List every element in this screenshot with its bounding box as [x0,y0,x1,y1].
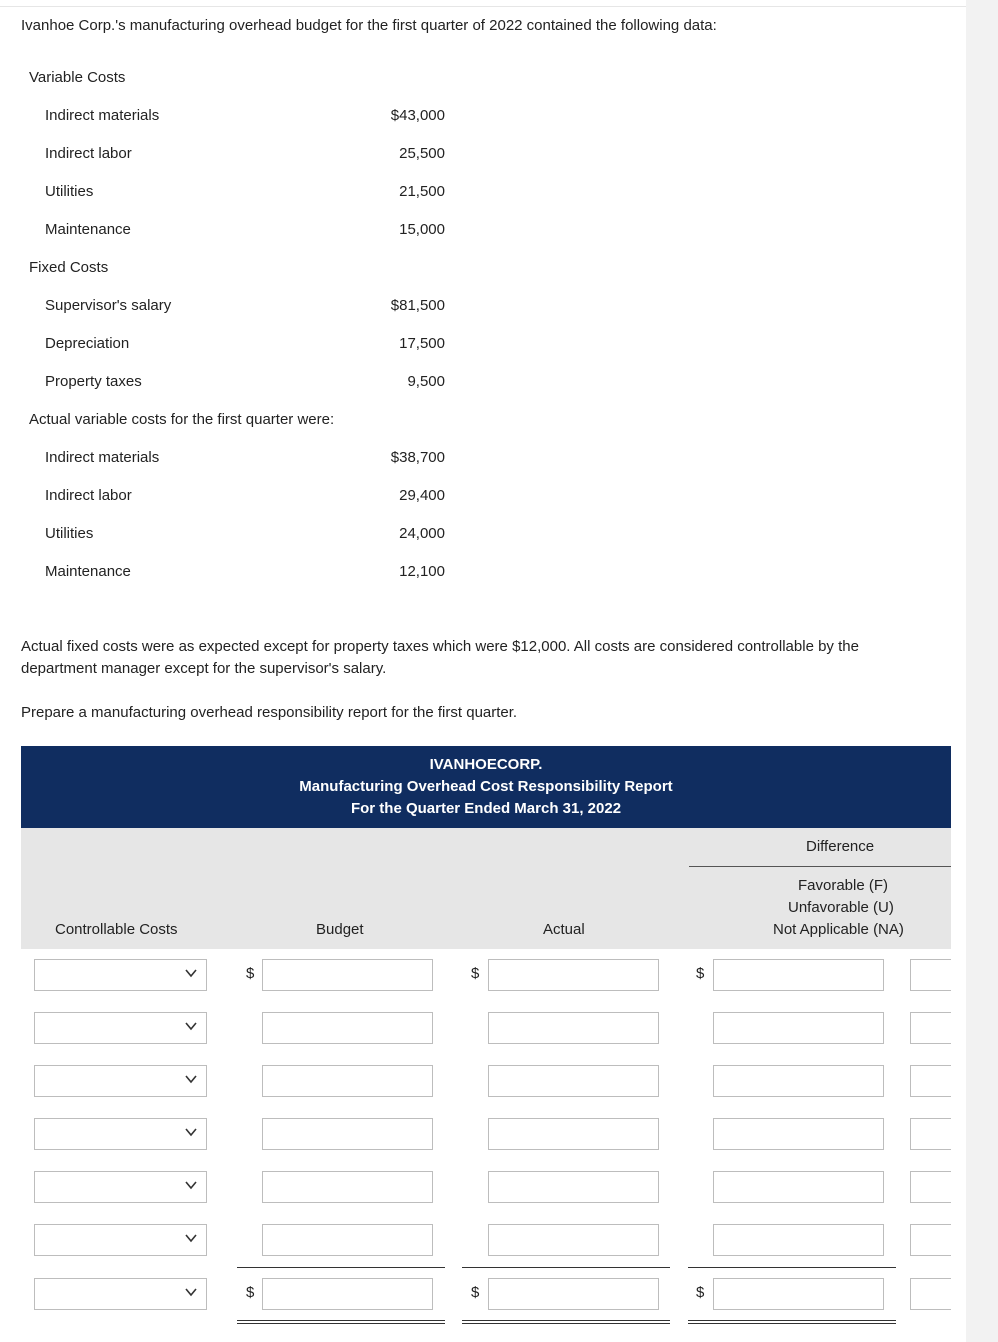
subtotal-rule [237,1267,445,1268]
controllable-cost-select[interactable] [34,1118,207,1150]
difference-input[interactable] [713,1171,884,1203]
budget-input[interactable] [262,1224,433,1256]
controllable-cost-select[interactable] [34,1171,207,1203]
fav-unfav-input[interactable] [910,1224,951,1256]
report-header [21,746,951,828]
chevron-down-icon [184,1285,198,1299]
controllable-cost-select[interactable] [34,1224,207,1256]
actual-item-amount: $38,700 [390,449,445,466]
actual-input[interactable] [488,1278,659,1310]
budget-item-label: Utilities [45,183,94,200]
fav-unfav-input[interactable] [910,1012,951,1044]
actual-item-amount: 29,400 [399,487,445,504]
budget-item-amount: 9,500 [407,373,445,390]
budget-item-amount: $43,000 [390,107,445,124]
difference-input[interactable] [713,1118,884,1150]
budget-item-label: Depreciation [45,335,130,352]
currency-symbol: $ [246,965,255,982]
subtotal-rule [462,1267,670,1268]
budget-input[interactable] [262,1171,433,1203]
fav-unfav-input[interactable] [910,959,951,991]
chevron-down-icon [184,1125,198,1139]
col-actual: Actual [543,921,585,938]
report-period: For the Quarter Ended March 31, 2022 [350,800,622,817]
instruction-text: Prepare a manufacturing overhead responsibility report for the first quarter. [21,704,518,721]
difference-input[interactable] [713,1224,884,1256]
fav-unfav-input[interactable] [910,1171,951,1203]
budget-item-label: Indirect materials [45,107,160,124]
total-double-rule [688,1323,896,1324]
budget-input[interactable] [262,1065,433,1097]
actual-input[interactable] [488,1171,659,1203]
actual-input[interactable] [488,1224,659,1256]
budget-input[interactable] [262,1118,433,1150]
chevron-down-icon [184,1231,198,1245]
column-header [21,828,951,949]
col-unfavorable: Unfavorable (U) [788,899,894,916]
intro-text: Ivanhoe Corp.'s manufacturing overhead budget for the first quarter of 2022 contained the following data: [21,17,717,34]
currency-symbol: $ [696,1284,705,1301]
budget-item-label: Maintenance [45,221,131,238]
actual-input[interactable] [488,959,659,991]
total-double-rule [237,1320,445,1321]
subtotal-rule [688,1267,896,1268]
currency-symbol: $ [471,1284,480,1301]
fav-unfav-input[interactable] [910,1278,951,1310]
actual-item-label: Indirect materials [45,449,160,466]
actual-costs-heading: Actual variable costs for the first quarter were: [29,411,335,428]
currency-symbol: $ [246,1284,255,1301]
controllable-cost-select[interactable] [34,959,207,991]
note-text: Actual fixed costs were as expected except for property taxes which were $12,000. All costs are considered controllable by the department manager except for the supervisor's salary. [21,638,859,677]
total-double-rule [462,1323,670,1324]
controllable-cost-select[interactable] [34,1012,207,1044]
fav-unfav-input[interactable] [910,1118,951,1150]
budget-item-amount: $81,500 [390,297,445,314]
budget-item-amount: 25,500 [399,145,445,162]
actual-item-amount: 24,000 [399,525,445,542]
col-controllable-costs: Controllable Costs [55,921,178,938]
chevron-down-icon [184,1019,198,1033]
controllable-cost-select[interactable] [34,1278,207,1310]
actual-item-amount: 12,100 [399,563,445,580]
budget-item-label: Indirect labor [45,145,132,162]
currency-symbol: $ [471,965,480,982]
currency-symbol: $ [696,965,705,982]
difference-input[interactable] [713,1065,884,1097]
chevron-down-icon [184,966,198,980]
fixed-costs-heading: Fixed Costs [29,259,109,276]
total-double-rule [237,1323,445,1324]
fav-unfav-input[interactable] [910,1065,951,1097]
actual-item-label: Utilities [45,525,94,542]
budget-item-amount: 17,500 [399,335,445,352]
difference-input[interactable] [713,959,884,991]
col-difference: Difference [806,838,875,855]
actual-item-label: Indirect labor [45,487,132,504]
difference-input[interactable] [713,1012,884,1044]
difference-underline [689,866,951,867]
chevron-down-icon [184,1178,198,1192]
chevron-down-icon [184,1072,198,1086]
actual-item-label: Maintenance [45,563,131,580]
report-title: Manufacturing Overhead Cost Responsibility Report [299,778,673,795]
budget-item-amount: 21,500 [399,183,445,200]
report-company: IVANHOECORP. [429,756,543,773]
top-divider [0,6,966,7]
budget-input[interactable] [262,1278,433,1310]
col-not-applicable: Not Applicable (NA) [773,921,904,938]
variable-costs-heading: Variable Costs [29,69,126,86]
budget-item-label: Property taxes [45,373,142,390]
total-double-rule [688,1320,896,1321]
actual-input[interactable] [488,1012,659,1044]
total-double-rule [462,1320,670,1321]
col-budget: Budget [316,921,364,938]
budget-item-amount: 15,000 [399,221,445,238]
budget-input[interactable] [262,1012,433,1044]
actual-input[interactable] [488,1118,659,1150]
col-favorable: Favorable (F) [798,877,889,894]
controllable-cost-select[interactable] [34,1065,207,1097]
budget-input[interactable] [262,959,433,991]
difference-input[interactable] [713,1278,884,1310]
actual-input[interactable] [488,1065,659,1097]
budget-item-label: Supervisor's salary [45,297,172,314]
